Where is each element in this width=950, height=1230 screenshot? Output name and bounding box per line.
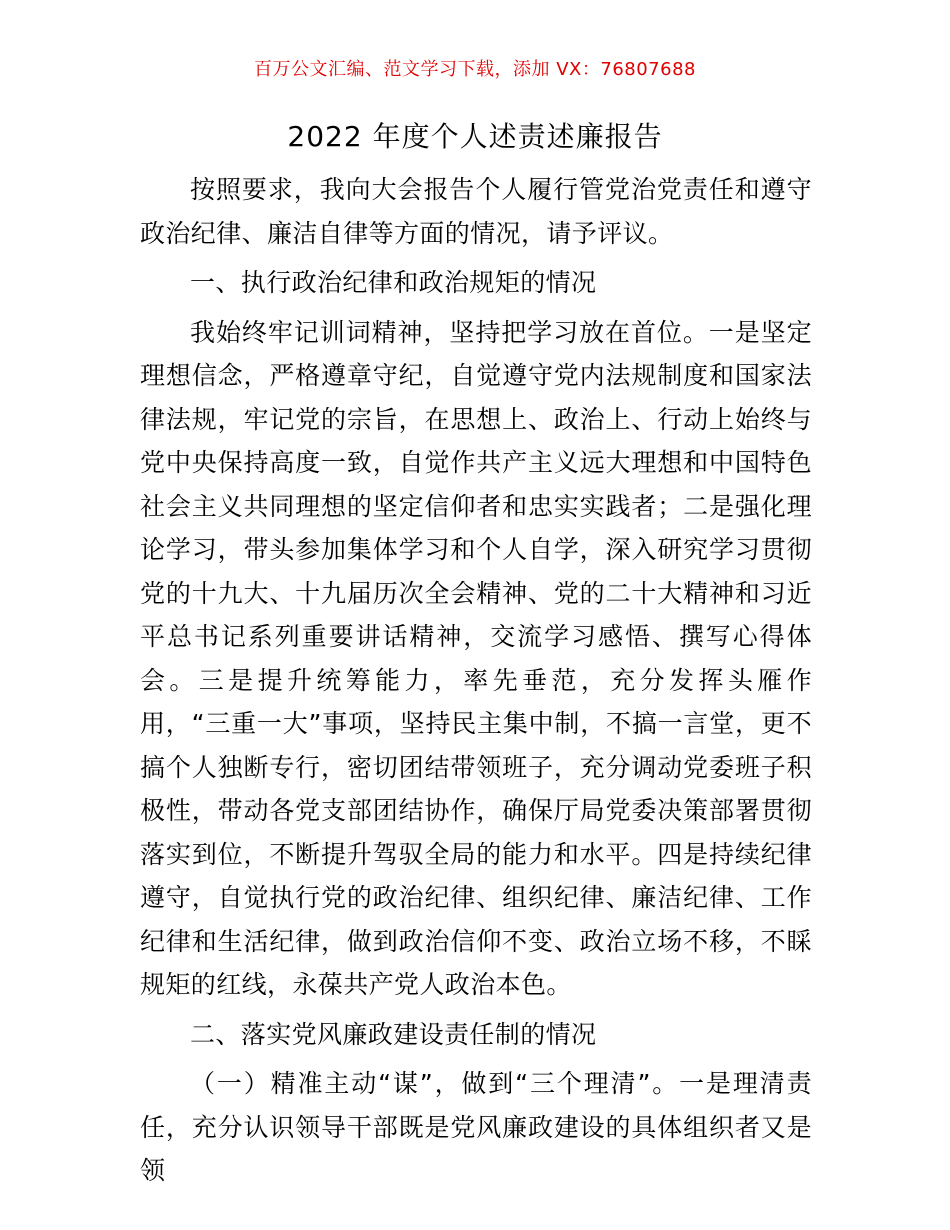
section-1-paragraph: 我始终牢记训词精神，坚持把学习放在首位。一是坚定理想信念，严格遵章守纪，自觉遵守党内法规制度和国家法律法规，牢记党的宗旨，在思想上、政治上、行动上始终与党中央保持高度一致，自觉作共产主义远大理想和中国特色社会主义共同理想的坚定信仰者和忠实实践者；二是强化理论学习，带头参加集体学习和个人自学，深入研究学习贯彻党的十九大、十九届历次全会精神、党的二十大精神和习近平总书记系列重要讲话精神，交流学习感悟、撰写心得体会。三是提升统筹能力，率先垂范，充分发挥头雁作用，“三重一大”事项，坚持民主集中制，不搞一言堂，更不搞个人独断专行，密切团结带领班子，充分调动党委班子积极性，带动各党支部团结协作，确保厅局党委决策部署贯彻落实到位，不断提升驾驭全局的能力和水平。四是持续纪律遵守，自觉执行党的政治纪律、组织纪律、廉洁纪律、工作纪律和生活纪律，做到政治信仰不变、政治立场不移，不睬规矩的红线，永葆共产党人政治本色。 bbox=[140, 317, 812, 999]
document-body bbox=[140, 168, 812, 1193]
intro-paragraph: 按照要求，我向大会报告个人履行管党治党责任和遵守政治纪律、廉洁自律等方面的情况，请予评议。 bbox=[140, 175, 812, 248]
section-heading-2: 二、落实党风廉政建设责任制的情况 bbox=[190, 1019, 597, 1049]
section-heading-1: 一、执行政治纪律和政治规矩的情况 bbox=[190, 268, 597, 297]
watermark-header: 百万公文汇编、范文学习下载，添加 VX：76807688 bbox=[254, 59, 696, 80]
section-2-paragraph: （一）精准主动“谋”，做到“三个理清”。一是理清责任，充分认识领导干部既是党风廉政建设的具体组织者又是领 bbox=[140, 1069, 812, 1185]
document-title: 2022 年度个人述责述廉报告 bbox=[287, 120, 663, 153]
